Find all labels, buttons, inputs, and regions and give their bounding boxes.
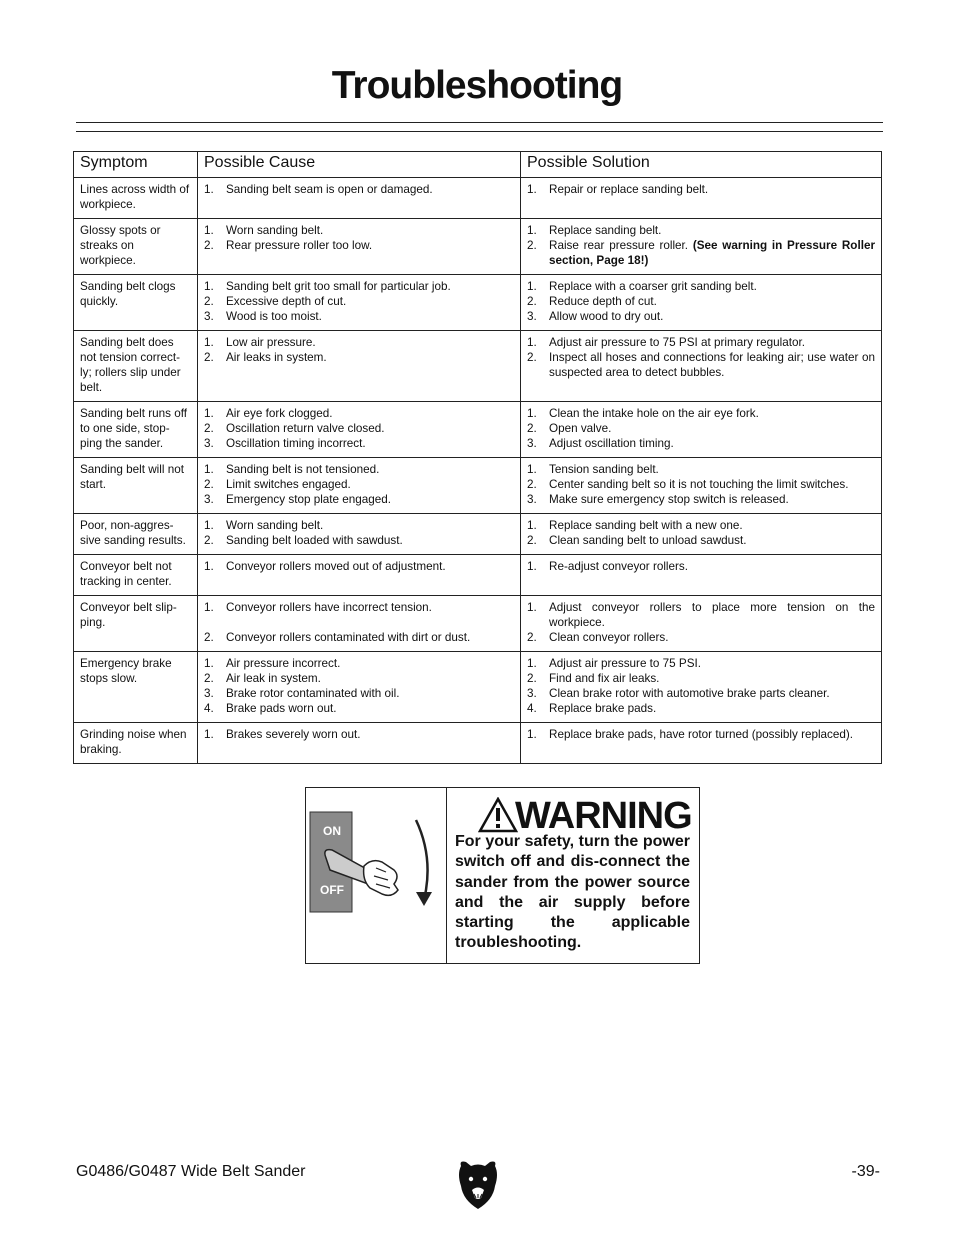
item-text [226, 294, 514, 309]
cause-item [204, 309, 514, 324]
solution-item [527, 477, 875, 492]
solution-item [527, 350, 875, 380]
item-text-plain: Air eye fork clogged. [226, 407, 333, 420]
solution-item [527, 294, 875, 309]
item-text-plain: Brake rotor contaminated with oil. [226, 687, 400, 700]
cause-cell [198, 652, 521, 723]
item-text [549, 686, 875, 701]
item-text-plain: Air pressure incorrect. [226, 657, 341, 670]
cause-cell [198, 555, 521, 596]
cause-item [204, 559, 514, 574]
item-text [226, 518, 514, 533]
item-number: 2. [204, 534, 214, 547]
table-row [74, 555, 882, 596]
item-number: 1. [204, 183, 214, 196]
item-text-plain: Conveyor rollers contaminated with dirt or dust. [226, 631, 471, 644]
header-symptom: Symptom [74, 152, 198, 178]
table-row [74, 402, 882, 458]
item-text-plain: Wood is too moist. [226, 310, 322, 323]
item-text [549, 533, 875, 548]
solution-item [527, 671, 875, 686]
cause-item [204, 279, 514, 294]
item-text [549, 727, 875, 742]
cause-item [204, 686, 514, 701]
item-text-plain: Emergency stop plate engaged. [226, 493, 392, 506]
item-text [226, 238, 514, 253]
item-text [549, 335, 875, 350]
item-text [549, 309, 875, 324]
item-text-bold: (See warning in Pressure Roller section, Page 18!) [549, 239, 875, 267]
solution-cell [521, 331, 882, 402]
solution-item [527, 600, 875, 630]
cause-item [204, 294, 514, 309]
item-text [549, 600, 875, 630]
item-number: 1. [527, 560, 537, 573]
table-row [74, 458, 882, 514]
item-number: 1. [204, 224, 214, 237]
warning-text: For your safety, turn the power switch off and dis-connect the sander from the power source and the air supply before starting the applicable troubleshooting. [455, 833, 690, 952]
cause-cell [198, 402, 521, 458]
cause-item [204, 518, 514, 533]
item-number: 1. [204, 519, 214, 532]
item-number: 3. [204, 687, 214, 700]
cause-item [204, 406, 514, 421]
item-number: 1. [204, 280, 214, 293]
cause-cell [198, 723, 521, 764]
solution-item [527, 223, 875, 238]
table-row [74, 219, 882, 275]
solution-cell [521, 723, 882, 764]
item-text [549, 350, 875, 380]
item-number: 1. [527, 519, 537, 532]
item-text-plain: Adjust conveyor rollers to place more tension on the workpiece. [549, 601, 875, 629]
solution-item [527, 533, 875, 548]
item-number: 1. [527, 224, 537, 237]
item-text-plain: Oscillation timing incorrect. [226, 437, 366, 450]
item-text [549, 477, 875, 492]
page-title: Troubleshooting [331, 64, 623, 107]
item-text-plain: Adjust oscillation timing. [549, 437, 674, 450]
item-text-plain: Find and fix air leaks. [549, 672, 660, 685]
item-number: 3. [527, 687, 537, 700]
item-number: 1. [204, 560, 214, 573]
item-number: 1. [527, 463, 537, 476]
item-text [549, 406, 875, 421]
power-switch-off-icon [306, 788, 446, 963]
solution-item [527, 727, 875, 742]
solution-cell [521, 275, 882, 331]
item-text-plain: Adjust air pressure to 75 PSI at primary regulator. [549, 336, 805, 349]
item-number: 1. [527, 183, 537, 196]
item-text [549, 701, 875, 716]
cause-cell [198, 514, 521, 555]
item-number: 1. [527, 728, 537, 741]
cause-item [204, 335, 514, 350]
item-text [226, 462, 514, 477]
solution-item [527, 238, 875, 268]
item-text-plain: Center sanding belt so it is not touching the limit switches. [549, 478, 849, 491]
item-text [226, 436, 514, 451]
item-text [549, 436, 875, 451]
item-number: 1. [527, 336, 537, 349]
item-number: 3. [204, 310, 214, 323]
item-number: 2. [204, 239, 214, 252]
cause-item [204, 223, 514, 238]
item-text [549, 294, 875, 309]
solution-item [527, 686, 875, 701]
solution-item [527, 436, 875, 451]
item-text-plain: Conveyor rollers moved out of adjustment. [226, 560, 446, 573]
item-text [549, 182, 875, 197]
item-text-plain: Oscillation return valve closed. [226, 422, 385, 435]
item-text-plain: Re-adjust conveyor rollers. [549, 560, 689, 573]
item-text-plain: Sanding belt seam is open or damaged. [226, 183, 433, 196]
cause-item [204, 462, 514, 477]
item-number: 3. [204, 493, 214, 506]
item-text-plain: Sanding belt loaded with sawdust. [226, 534, 403, 547]
item-text [226, 477, 514, 492]
item-text-plain: Inspect all hoses and connections for leaking air; use water on suspected area to detect bubbles. [549, 351, 875, 379]
item-text [226, 559, 514, 574]
item-text [226, 701, 514, 716]
cause-item [204, 182, 514, 197]
item-text [226, 406, 514, 421]
item-number: 3. [527, 493, 537, 506]
item-text-plain: Replace with a coarser grit sanding belt. [549, 280, 757, 293]
solution-item [527, 559, 875, 574]
table-body [74, 178, 882, 764]
item-text-plain: Clean sanding belt to unload sawdust. [549, 534, 747, 547]
item-text-plain: Brake pads worn out. [226, 702, 337, 715]
item-text-plain: Clean conveyor rollers. [549, 631, 669, 644]
item-number: 1. [204, 336, 214, 349]
solution-cell [521, 514, 882, 555]
item-number: 2. [527, 631, 537, 644]
item-number: 4. [204, 702, 214, 715]
solution-item [527, 462, 875, 477]
item-text [549, 421, 875, 436]
solution-item [527, 656, 875, 671]
item-number: 1. [527, 601, 537, 614]
item-number: 2. [204, 351, 214, 364]
item-number: 2. [527, 351, 537, 364]
symptom-cell: Sanding belt does not tension correct-ly; rollers slip under belt. [74, 331, 198, 402]
symptom-cell: Conveyor belt not tracking in center. [74, 555, 198, 596]
item-text [549, 656, 875, 671]
cause-cell [198, 219, 521, 275]
item-number: 2. [527, 534, 537, 547]
symptom-cell: Glossy spots or streaks on workpiece. [74, 219, 198, 275]
item-text-plain: Tension sanding belt. [549, 463, 659, 476]
item-text-plain: Worn sanding belt. [226, 224, 324, 237]
table-row [74, 331, 882, 402]
item-number: 1. [527, 280, 537, 293]
item-text-plain: Conveyor rollers have incorrect tension. [226, 601, 432, 614]
item-text [549, 492, 875, 507]
cause-item [204, 421, 514, 436]
item-text-plain: Make sure emergency stop switch is released. [549, 493, 789, 506]
item-text-plain: Air leaks in system. [226, 351, 327, 364]
cause-item [204, 671, 514, 686]
solution-item [527, 421, 875, 436]
item-number: 1. [527, 657, 537, 670]
solution-cell [521, 555, 882, 596]
symptom-cell: Sanding belt runs off to one side, stop-ping the sander. [74, 402, 198, 458]
item-number: 2. [204, 295, 214, 308]
item-text [226, 727, 514, 742]
warning-heading: WARNING [515, 795, 692, 837]
cause-item [204, 533, 514, 548]
solution-cell [521, 458, 882, 514]
solution-cell [521, 652, 882, 723]
item-text [549, 279, 875, 294]
solution-cell [521, 219, 882, 275]
item-text-plain: Rear pressure roller too low. [226, 239, 373, 252]
solution-item [527, 518, 875, 533]
cause-item [204, 350, 514, 365]
item-text [226, 656, 514, 671]
cause-item [204, 600, 514, 615]
item-text-plain: Sanding belt is not tensioned. [226, 463, 380, 476]
cause-item [204, 701, 514, 716]
grizzly-bear-logo-icon [457, 1160, 499, 1210]
item-text-plain: Adjust air pressure to 75 PSI. [549, 657, 702, 670]
item-text [226, 309, 514, 324]
title-rule-top [76, 122, 883, 123]
item-text [226, 630, 514, 645]
title-rule-bottom [76, 131, 883, 132]
item-text-plain: Excessive depth of cut. [226, 295, 347, 308]
item-number: 2. [527, 239, 537, 252]
cause-item [204, 727, 514, 742]
item-text [549, 518, 875, 533]
solution-item [527, 630, 875, 645]
item-number: 2. [204, 672, 214, 685]
item-text-plain: Sanding belt grit too small for particular job. [226, 280, 451, 293]
item-number: 3. [527, 310, 537, 323]
solution-cell [521, 178, 882, 219]
symptom-cell: Sanding belt clogs quickly. [74, 275, 198, 331]
table-header-row [74, 152, 882, 178]
solution-item [527, 335, 875, 350]
symptom-cell: Grinding noise when braking. [74, 723, 198, 764]
cause-cell [198, 178, 521, 219]
item-text-plain: Clean the intake hole on the air eye fork. [549, 407, 759, 420]
item-text [226, 533, 514, 548]
table-row [74, 275, 882, 331]
header-possible-solution: Possible Solution [521, 152, 882, 178]
item-text [226, 421, 514, 436]
symptom-cell: Conveyor belt slip-ping. [74, 596, 198, 652]
item-text-plain: Replace sanding belt. [549, 224, 662, 237]
item-text-plain: Brakes severely worn out. [226, 728, 361, 741]
cause-item [204, 238, 514, 253]
troubleshooting-table [73, 151, 882, 764]
item-text [226, 671, 514, 686]
solution-item [527, 406, 875, 421]
solution-item [527, 309, 875, 324]
cause-item [204, 436, 514, 451]
item-text [226, 686, 514, 701]
warning-triangle-icon [478, 797, 518, 833]
item-number: 3. [204, 437, 214, 450]
footer-model: G0486/G0487 Wide Belt Sander [76, 1163, 306, 1180]
item-number: 2. [527, 295, 537, 308]
item-text-plain: Replace sanding belt with a new one. [549, 519, 743, 532]
item-text-plain: Low air pressure. [226, 336, 316, 349]
item-text [549, 223, 875, 238]
item-text-plain: Repair or replace sanding belt. [549, 183, 709, 196]
symptom-cell: Lines across width of workpiece. [74, 178, 198, 219]
item-text-plain: Allow wood to dry out. [549, 310, 664, 323]
symptom-cell: Sanding belt will not start. [74, 458, 198, 514]
cause-item [204, 630, 514, 645]
cause-cell [198, 458, 521, 514]
item-number: 1. [204, 657, 214, 670]
solution-item [527, 701, 875, 716]
item-number: 2. [527, 478, 537, 491]
solution-item [527, 492, 875, 507]
cause-cell [198, 275, 521, 331]
item-number: 3. [527, 437, 537, 450]
table-row [74, 596, 882, 652]
solution-cell [521, 402, 882, 458]
warning-box [305, 787, 700, 964]
item-text [226, 492, 514, 507]
item-text-plain: Clean brake rotor with automotive brake parts cleaner. [549, 687, 830, 700]
item-text-plain: Replace brake pads. [549, 702, 657, 715]
symptom-cell: Poor, non-aggres-sive sanding results. [74, 514, 198, 555]
item-text [549, 462, 875, 477]
item-text [226, 600, 514, 615]
item-text [226, 350, 514, 365]
item-text [549, 671, 875, 686]
item-number: 2. [204, 631, 214, 644]
item-text-plain: Replace brake pads, have rotor turned (possibly replaced). [549, 728, 854, 741]
header-possible-cause: Possible Cause [198, 152, 521, 178]
solution-item [527, 182, 875, 197]
item-text-plain: Raise rear pressure roller. [549, 239, 693, 252]
item-text [226, 223, 514, 238]
table-row [74, 514, 882, 555]
item-number: 1. [204, 407, 214, 420]
item-number: 1. [204, 601, 214, 614]
item-number: 4. [527, 702, 537, 715]
item-number: 2. [204, 422, 214, 435]
item-text [549, 559, 875, 574]
item-text-plain: Reduce depth of cut. [549, 295, 657, 308]
item-number: 2. [527, 422, 537, 435]
solution-item [527, 279, 875, 294]
table-row [74, 723, 882, 764]
table-row [74, 178, 882, 219]
item-text [549, 238, 875, 268]
symptom-cell: Emergency brake stops slow. [74, 652, 198, 723]
item-text-plain: Worn sanding belt. [226, 519, 324, 532]
item-number: 2. [527, 672, 537, 685]
solution-cell [521, 596, 882, 652]
item-text-plain: Air leak in system. [226, 672, 321, 685]
footer-page-number: -39- [851, 1163, 880, 1180]
item-text [226, 182, 514, 197]
table-row [74, 652, 882, 723]
item-text [226, 335, 514, 350]
cause-cell [198, 331, 521, 402]
item-text-plain: Open valve. [549, 422, 612, 435]
item-number: 1. [204, 463, 214, 476]
item-text [226, 279, 514, 294]
item-number: 1. [204, 728, 214, 741]
item-text [549, 630, 875, 645]
item-text-plain: Limit switches engaged. [226, 478, 351, 491]
switch-on-label: ON [323, 824, 341, 838]
cause-item [204, 656, 514, 671]
cause-item [204, 477, 514, 492]
warning-divider [446, 788, 447, 963]
item-number: 2. [204, 478, 214, 491]
item-number: 1. [527, 407, 537, 420]
cause-cell [198, 596, 521, 652]
switch-off-label: OFF [320, 883, 344, 897]
cause-item [204, 492, 514, 507]
